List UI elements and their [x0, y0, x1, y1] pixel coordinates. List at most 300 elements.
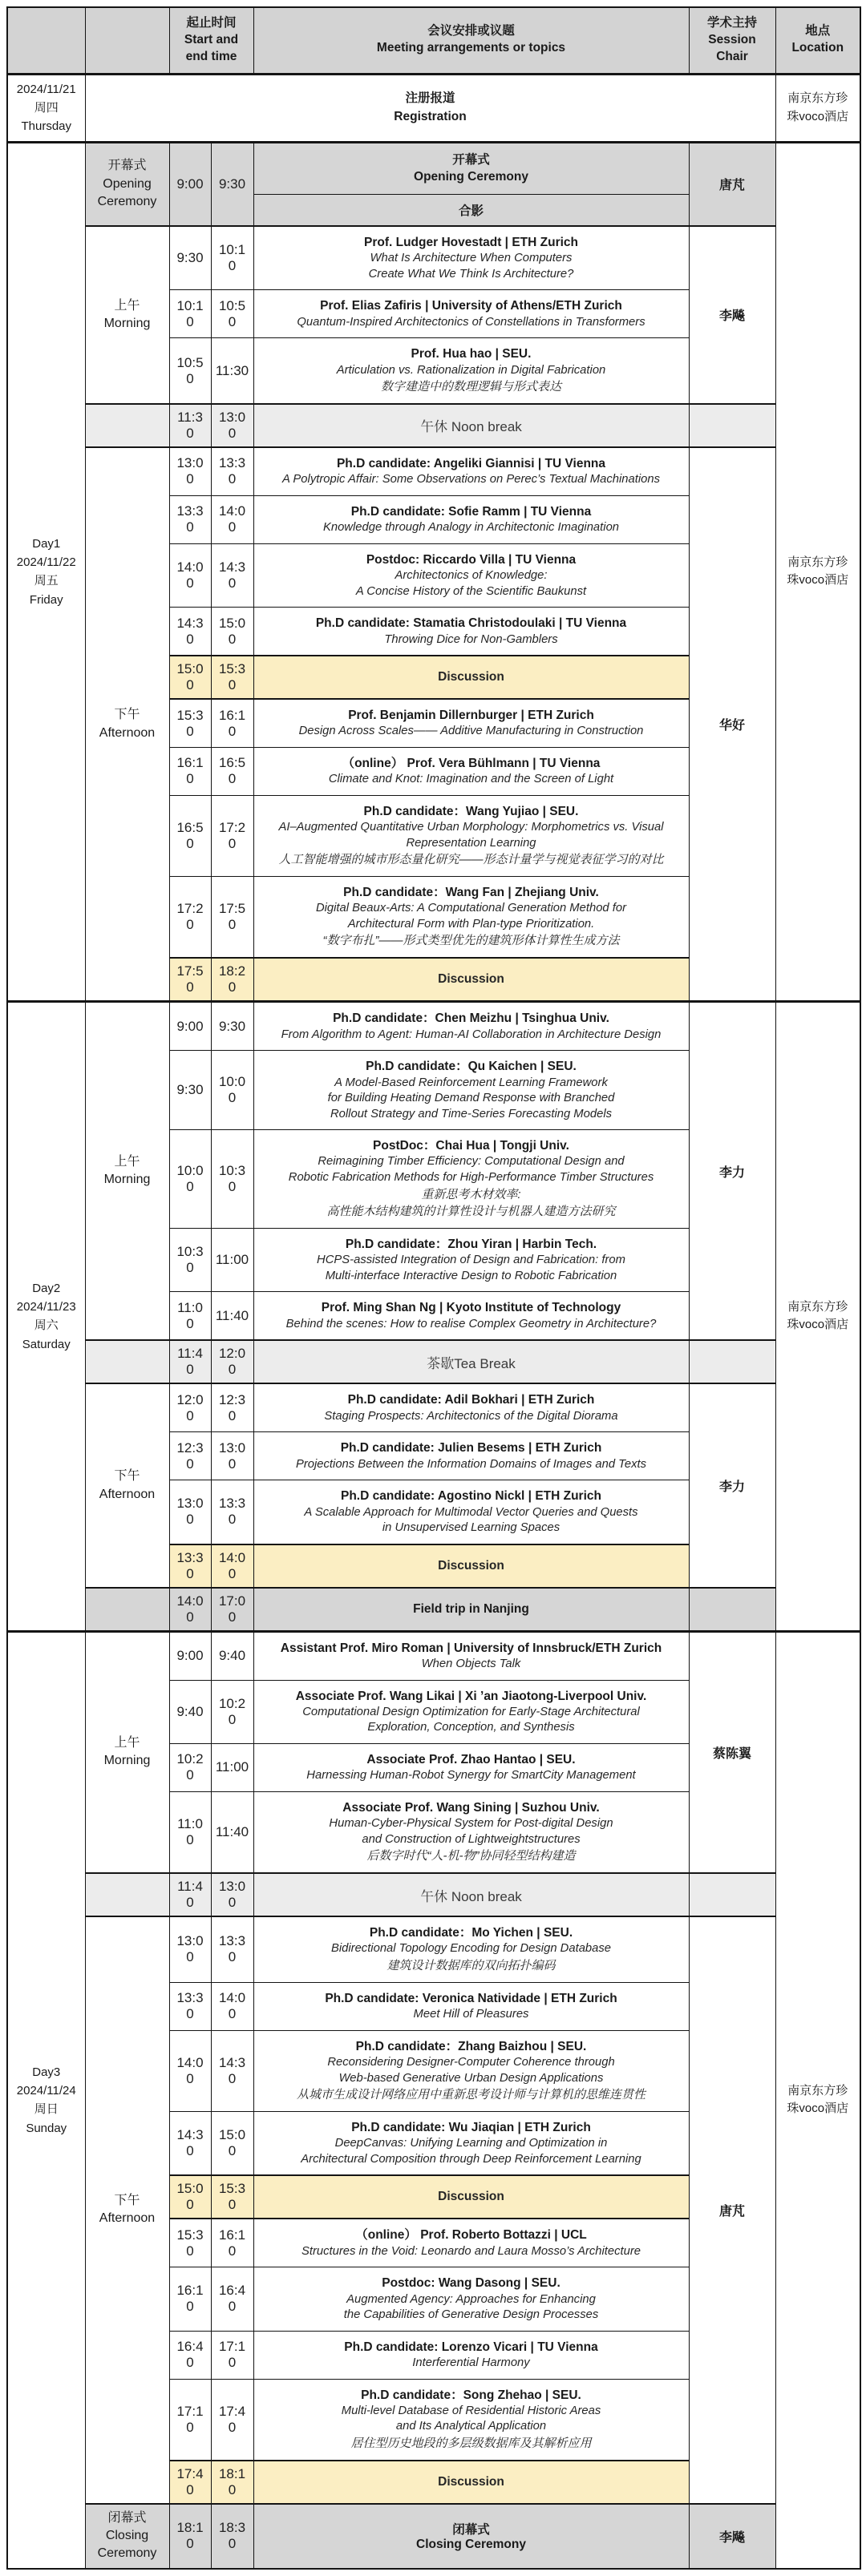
break-label: 茶歇Tea Break	[427, 1355, 516, 1371]
chair-cell: 李力	[689, 1383, 775, 1587]
talk-title-line: Rollout Strategy and Time-Series Forecasting Models	[330, 1107, 613, 1120]
talk-title-line: Reconsidering Designer-Computer Coherence through	[327, 2056, 615, 2069]
talk-cell	[253, 2267, 689, 2331]
session-cell	[85, 2504, 169, 2569]
start-time-cell: 17:20	[169, 877, 211, 959]
talk-cell	[253, 699, 689, 747]
talk-cell	[253, 1292, 689, 1340]
ceremony-title	[254, 143, 689, 195]
start-time-cell: 13:00	[169, 447, 211, 495]
session-label-line: Morning	[103, 1173, 151, 1187]
talk-speaker: Ph.D candidate：Mo Yichen | SEU.	[369, 1926, 573, 1940]
chair-cell: 李飚	[689, 226, 775, 404]
talk-cell	[253, 1051, 689, 1130]
talk-title-line: Climate and Knot: Imagination and the Screen of Light	[328, 773, 614, 786]
talk-cell	[253, 2030, 689, 2111]
talk-speaker: Associate Prof. Wang Likai | Xi ’an Jiaotong-Liverpool Univ.	[295, 1689, 647, 1703]
start-time-cell: 14:00	[169, 2030, 211, 2111]
chair-cell: 李力	[689, 1002, 775, 1341]
group-photo-line: 合影	[458, 204, 484, 218]
talk-speaker: Ph.D candidate: Agostino Nickl | ETH Zurich	[341, 1489, 601, 1504]
day-label-line: Day1	[32, 536, 61, 551]
end-time-cell: 12:00	[211, 1340, 253, 1383]
end-time-cell: 16:10	[211, 699, 253, 747]
talk-speaker: Associate Prof. Wang Sining | Suzhou Univ.	[342, 1800, 600, 1815]
location-line: 南京东方珍	[787, 91, 848, 106]
talk-speaker: Prof. Hua hao | SEU.	[411, 347, 532, 361]
group-photo-label	[254, 195, 689, 225]
table-row	[7, 447, 860, 495]
table-row	[7, 1340, 860, 1383]
ceremony-cell	[253, 142, 689, 226]
start-time-cell: 17:50	[169, 958, 211, 1002]
talk-title-line: Design Across Scales—— Additive Manufacturing in Construction	[298, 725, 644, 738]
end-time-cell: 14:00	[211, 1544, 253, 1588]
day-cell	[7, 74, 85, 142]
end-time-cell: 10:50	[211, 290, 253, 338]
talk-title-line: Multi-level Database of Residential Historic Areas	[341, 2404, 601, 2417]
talk-title-cn: 高性能木结构建筑的计算性设计与机器人建造方法研究	[326, 1205, 616, 1219]
start-time-cell: 13:30	[169, 495, 211, 543]
talk-speaker: Postdoc: Wang Dasong | SEU.	[382, 2276, 560, 2291]
talk-title-cn: 人工智能增强的城市形态量化研究——形态计量学与视觉表征学习的对比	[278, 853, 664, 867]
start-time-cell: 16:50	[169, 795, 211, 876]
break-cell	[253, 404, 689, 447]
header-chair	[689, 7, 775, 74]
talk-title-line: and Its Analytical Application	[395, 2420, 547, 2433]
header-label-line: Location	[791, 41, 844, 55]
talk-title-line: Digital Beaux-Arts: A Computational Generation Method for	[315, 902, 627, 915]
session-cell	[85, 1631, 169, 1873]
ceremony-title-line: 闭幕式	[452, 2523, 490, 2538]
talk-title-line: From Algorithm to Agent: Human-AI Collaboration in Architecture Design	[281, 1028, 662, 1041]
break-cell	[253, 1873, 689, 1916]
talk-speaker: Ph.D candidate: Wu Jiaqian | ETH Zurich	[351, 2120, 591, 2134]
talk-title-line: A Model-Based Reinforcement Learning Framework	[334, 1076, 608, 1089]
table-row	[7, 1002, 860, 1051]
talk-title-line: Web-based Generative Urban Design Applications	[338, 2071, 604, 2085]
start-time-cell: 11:00	[169, 1292, 211, 1340]
start-time-cell: 14:30	[169, 608, 211, 656]
end-time-cell: 15:30	[211, 656, 253, 699]
talk-speaker: Prof. Benjamin Dillernburger | ETH Zurich	[348, 709, 594, 723]
session-label-line: 上午	[114, 298, 140, 313]
talk-title-cn: “数字布扎”——形式类型优先的建筑形体计算性生成方法	[322, 934, 620, 948]
chair-cell	[689, 1340, 775, 1383]
end-time-cell: 14:00	[211, 495, 253, 543]
ceremony-title	[254, 2513, 689, 2558]
talk-title-line: Bidirectional Topology Encoding for Design Database	[330, 1942, 612, 1956]
start-time-cell: 11:40	[169, 1873, 211, 1916]
day-label-line: 周日	[34, 2102, 59, 2117]
talk-title-line: Human-Cyber-Physical System for Post-digital Design	[329, 1817, 613, 1831]
talk-title-line: Throwing Dice for Non-Gamblers	[384, 632, 558, 646]
end-time-cell: 14:30	[211, 2030, 253, 2111]
day-cell	[7, 1631, 85, 2569]
end-time-cell: 17:10	[211, 2331, 253, 2379]
day-label-line: 2024/11/23	[16, 1300, 76, 1314]
talk-title-line: Multi-interface Interactive Design to Robotic Fabrication	[325, 1269, 617, 1282]
start-time-cell: 13:00	[169, 1480, 211, 1544]
day-label-line: Friday	[29, 592, 63, 607]
talk-title-line: Structures in the Void: Leonardo and Laura Mosso’s Architecture	[301, 2244, 641, 2258]
header-label-line: 起止时间	[186, 16, 237, 30]
talk-cell	[253, 1383, 689, 1431]
session-cell	[85, 447, 169, 1002]
talk-speaker: Ph.D candidate：Wang Fan | Zhejiang Univ.	[343, 886, 599, 900]
talk-cell	[253, 290, 689, 338]
talk-cell	[253, 1432, 689, 1480]
session-label-line: Opening	[103, 176, 152, 191]
start-time-cell: 9:30	[169, 226, 211, 290]
talk-title-line: Knowledge through Analogy in Architectonic Imagination	[322, 521, 620, 535]
talk-title-line: Reimagining Timber Efficiency: Computational Design and	[318, 1155, 625, 1169]
talk-cell	[253, 1982, 689, 2030]
session-cell	[85, 1383, 169, 1587]
talk-title-cn: 重新思考木材效率:	[421, 1187, 521, 1201]
talk-speaker: Ph.D candidate: Stamatia Christodoulaki | TU Vienna	[315, 616, 627, 631]
talk-speaker: （online） Prof. Vera Bühlmann | TU Vienna	[342, 756, 601, 770]
location-cell	[775, 142, 860, 1002]
talk-cell	[253, 1791, 689, 1873]
talk-speaker: PostDoc：Chai Hua | Tongji Univ.	[373, 1139, 569, 1153]
break-label: 午休 Noon break	[420, 1888, 522, 1904]
end-time-cell: 9:30	[211, 142, 253, 226]
talk-cell	[253, 1743, 689, 1791]
discussion-label: Discussion	[438, 1558, 504, 1573]
day-cell	[7, 1002, 85, 1631]
session-label-line: Afternoon	[99, 2211, 156, 2226]
day-label-line: 周六	[34, 1318, 59, 1333]
end-time-cell: 11:00	[211, 1229, 253, 1292]
talk-speaker: Ph.D candidate：Song Zhehao | SEU.	[361, 2388, 581, 2402]
session-label-line: 下午	[114, 1469, 140, 1484]
day-label-line: 周五	[34, 574, 59, 588]
session-cell	[85, 1340, 169, 1383]
talk-title-line: HCPS-assisted Integration of Design and Fabrication: from	[317, 1254, 625, 1267]
ceremony-title-line: Closing Ceremony	[416, 2538, 526, 2552]
session-label-line: Afternoon	[99, 725, 156, 740]
start-time-cell: 10:20	[169, 1743, 211, 1791]
talk-title-line: Computational Design Optimization for Early-Stage Architectural	[302, 1705, 640, 1718]
talk-cell	[253, 608, 689, 656]
start-time-cell: 17:40	[169, 2461, 211, 2504]
talk-cell	[253, 338, 689, 404]
talk-cell	[253, 1680, 689, 1743]
break-label: 午休 Noon break	[420, 419, 522, 435]
header-label-line: 会议安排或议题	[427, 24, 515, 38]
header-label-line: 学术主持	[706, 16, 757, 30]
day-label-line: Day3	[32, 2065, 61, 2079]
talk-speaker: Ph.D candidate: Lorenzo Vicari | TU Vienna	[344, 2340, 598, 2354]
start-time-cell: 14:00	[169, 543, 211, 607]
schedule-header	[7, 7, 860, 74]
session-cell	[85, 1002, 169, 1341]
talk-speaker: Ph.D candidate：Wang Yujiao | SEU.	[363, 804, 579, 818]
ceremony-cell	[253, 2504, 689, 2569]
start-time-cell: 11:30	[169, 404, 211, 447]
talk-cell	[253, 2111, 689, 2175]
talk-speaker: Ph.D candidate: Veronica Natividade | ETH Zurich	[325, 1991, 617, 2005]
start-time-cell: 16:40	[169, 2331, 211, 2379]
day-label-line: 2024/11/22	[16, 555, 76, 570]
talk-title-line: Interferential Harmony	[412, 2356, 530, 2369]
talk-cell	[253, 2219, 689, 2267]
talk-speaker: （online） Prof. Roberto Bottazzi | UCL	[355, 2228, 587, 2243]
talk-cell	[253, 495, 689, 543]
talk-title-line: Meet Hill of Pleasures	[413, 2008, 529, 2021]
talk-cell	[253, 795, 689, 876]
end-time-cell: 17:20	[211, 795, 253, 876]
session-label-line: 下午	[114, 708, 140, 722]
ceremony-title-line: Opening Ceremony	[414, 170, 528, 184]
end-time-cell: 11:30	[211, 338, 253, 404]
discussion-label: Discussion	[438, 2474, 504, 2489]
table-row	[7, 1916, 860, 1982]
session-cell	[85, 142, 169, 226]
chair-cell	[689, 404, 775, 447]
start-time-cell: 13:00	[169, 1916, 211, 1982]
day-label-line: 周四	[34, 101, 59, 115]
location-cell	[775, 74, 860, 142]
end-time-cell: 16:50	[211, 747, 253, 795]
table-row	[7, 74, 860, 142]
session-label-line: 上午	[114, 1735, 140, 1750]
talk-title-line: What Is Architecture When Computers	[370, 252, 573, 265]
discussion-label: Discussion	[438, 2190, 504, 2204]
discussion-cell	[253, 1544, 689, 1588]
session-label-line: 下午	[114, 2194, 140, 2207]
start-time-cell: 10:30	[169, 1229, 211, 1292]
location-line: 珠voco酒店	[787, 2102, 849, 2116]
location-line: 珠voco酒店	[787, 1318, 849, 1332]
start-time-cell: 9:00	[169, 1002, 211, 1051]
session-label-line: Ceremony	[97, 2546, 157, 2561]
start-time-cell: 16:10	[169, 747, 211, 795]
table-row	[7, 1873, 860, 1916]
talk-title-line: Augmented Agency: Approaches for Enhancing	[346, 2292, 596, 2306]
session-label-line: Afternoon	[99, 1487, 156, 1501]
start-time-cell: 15:00	[169, 656, 211, 699]
talk-title-line: Quantum-Inspired Architectonics of Constellations in Transformers	[297, 315, 645, 329]
talk-title-cn: 从城市生成设计网络应用中重新思考设计师与计算机的思维连贯性	[296, 2088, 645, 2102]
start-time-cell: 16:10	[169, 2267, 211, 2331]
talk-title-line: AI–Augmented Quantitative Urban Morphology: Morphometrics vs. Visual	[278, 821, 664, 834]
talk-speaker: Ph.D candidate: Julien Besems | ETH Zurich	[340, 1441, 602, 1456]
end-time-cell: 16:40	[211, 2267, 253, 2331]
start-time-cell: 9:30	[169, 1051, 211, 1130]
chair-cell	[689, 1873, 775, 1916]
chair-cell	[689, 1588, 775, 1632]
header-label-line: Meeting arrangements or topics	[376, 41, 566, 55]
chair-cell: 蔡陈翼	[689, 1631, 775, 1873]
location-line: 南京东方珍	[787, 555, 848, 569]
discussion-cell	[253, 656, 689, 699]
talk-title-line: A Polytropic Affair: Some Observations on Perec’s Textual Machinations	[282, 473, 660, 487]
session-label-line: Ceremony	[97, 194, 157, 208]
start-time-cell: 14:30	[169, 2111, 211, 2175]
start-time-cell: 10:50	[169, 338, 211, 404]
discussion-cell	[253, 2175, 689, 2219]
end-time-cell: 13:00	[211, 1873, 253, 1916]
chair-cell: 唐芃	[689, 1916, 775, 2504]
header-row	[7, 7, 860, 74]
session-label-line: Morning	[103, 316, 151, 330]
header-label-line: 地点	[805, 24, 831, 38]
end-time-cell: 16:10	[211, 2219, 253, 2267]
start-time-cell: 11:40	[169, 1340, 211, 1383]
end-time-cell: 15:00	[211, 608, 253, 656]
fieldtrip-cell	[253, 1588, 689, 1632]
table-row	[7, 1631, 860, 1680]
end-time-cell: 18:20	[211, 958, 253, 1002]
talk-speaker: Prof. Ming Shan Ng | Kyoto Institute of Technology	[321, 1301, 621, 1315]
end-time-cell: 13:00	[211, 404, 253, 447]
header-label-line: end time	[185, 49, 237, 63]
schedule-table	[6, 6, 861, 2570]
start-time-cell: 9:00	[169, 1631, 211, 1680]
talk-title-line: A Concise History of the Scientific Baukunst	[355, 584, 587, 598]
talk-title-cn: 建筑设计数据库的双向拓扑编码	[386, 1958, 556, 1972]
talk-title-line: for Building Heating Demand Response with Branched	[327, 1092, 615, 1105]
talk-title-line: Articulation vs. Rationalization in Digital Fabrication	[336, 363, 606, 377]
session-cell	[85, 1588, 169, 1632]
discussion-label: Discussion	[438, 670, 504, 684]
talk-cell	[253, 1916, 689, 1982]
header-label-line: Session Chair	[708, 32, 756, 63]
end-time-cell: 17:50	[211, 877, 253, 959]
table-row	[7, 226, 860, 290]
header-session	[85, 7, 169, 74]
talk-title-line: A Scalable Approach for Multimodal Vector Queries and Quests	[304, 1505, 638, 1519]
day-label-line: Saturday	[22, 1337, 71, 1351]
talk-speaker: Ph.D candidate：Zhang Baizhou | SEU.	[355, 2039, 587, 2053]
day-label-line: Thursday	[21, 119, 72, 134]
end-time-cell: 11:40	[211, 1292, 253, 1340]
talk-title-cn: 后数字时代“人-机-物”协同轻型结构建造	[366, 1849, 576, 1863]
end-time-cell: 13:30	[211, 447, 253, 495]
talk-cell	[253, 747, 689, 795]
talk-cell	[253, 2331, 689, 2379]
registration-cell	[85, 74, 775, 142]
day-cell	[7, 142, 85, 1002]
start-time-cell: 12:00	[169, 1383, 211, 1431]
table-row	[7, 404, 860, 447]
end-time-cell: 13:30	[211, 1480, 253, 1544]
talk-speaker: Associate Prof. Zhao Hantao | SEU.	[366, 1752, 576, 1766]
talk-speaker: Assistant Prof. Miro Roman | University of Innsbruck/ETH Zurich	[280, 1641, 662, 1655]
discussion-label: Discussion	[438, 972, 504, 987]
talk-speaker: Ph.D candidate：Zhou Yiran | Harbin Tech.	[345, 1238, 597, 1252]
talk-cell	[253, 2379, 689, 2461]
talk-cell	[253, 1002, 689, 1051]
header-topics	[253, 7, 689, 74]
end-time-cell: 9:40	[211, 1631, 253, 1680]
end-time-cell: 10:10	[211, 226, 253, 290]
day-label-line: 2024/11/24	[16, 2084, 76, 2098]
end-time-cell: 13:00	[211, 1432, 253, 1480]
talk-title-cn: 居住型历史地段的多层级数据库及其解析应用	[350, 2436, 592, 2450]
talk-speaker: Ph.D candidate: Sofie Ramm | TU Vienna	[350, 504, 592, 519]
location-line: 南京东方珍	[787, 1299, 848, 1314]
end-time-cell: 11:00	[211, 1743, 253, 1791]
talk-cell	[253, 1130, 689, 1229]
start-time-cell: 18:10	[169, 2504, 211, 2569]
talk-cell	[253, 877, 689, 959]
session-cell	[85, 226, 169, 404]
location-cell	[775, 1002, 860, 1631]
registration-line: Registration	[394, 109, 467, 123]
session-label-line: 闭幕式	[107, 2510, 147, 2525]
talk-speaker: Prof. Ludger Hovestadt | ETH Zurich	[364, 235, 578, 249]
start-time-cell: 11:00	[169, 1791, 211, 1873]
start-time-cell: 10:10	[169, 290, 211, 338]
table-row	[7, 1383, 860, 1431]
registration-line: 注册报道	[405, 91, 455, 106]
location-line: 南京东方珍	[787, 2083, 848, 2098]
talk-title-line: Behind the scenes: How to realise Complex Geometry in Architecture?	[285, 1317, 657, 1330]
chair-cell: 李飚	[689, 2504, 775, 2569]
end-time-cell: 17:40	[211, 2379, 253, 2461]
ceremony-title-line: 开幕式	[452, 152, 490, 167]
session-label-line: Morning	[103, 1754, 151, 1768]
end-time-cell: 11:40	[211, 1791, 253, 1873]
end-time-cell: 14:30	[211, 543, 253, 607]
start-time-cell: 13:30	[169, 1544, 211, 1588]
day-label-line: Sunday	[26, 2121, 67, 2135]
end-time-cell: 15:00	[211, 2111, 253, 2175]
fieldtrip-label: Field trip in Nanjing	[413, 1601, 529, 1616]
talk-title-line: Robotic Fabrication Methods for High-Performance Timber Structures	[288, 1171, 654, 1185]
talk-speaker: Ph.D candidate：Chen Meizhu | Tsinghua Univ.	[333, 1011, 609, 1026]
session-cell	[85, 1916, 169, 2504]
end-time-cell: 10:30	[211, 1130, 253, 1229]
schedule-body	[7, 74, 860, 2569]
day-label-line: Day2	[32, 1281, 61, 1295]
session-label-line: 上午	[114, 1154, 140, 1169]
talk-cell	[253, 447, 689, 495]
start-time-cell: 12:30	[169, 1432, 211, 1480]
start-time-cell: 9:00	[169, 142, 211, 226]
talk-title-line: Representation Learning	[406, 836, 536, 850]
end-time-cell: 9:30	[211, 1002, 253, 1051]
location-cell	[775, 1631, 860, 2569]
talk-speaker: Ph.D candidate：Qu Kaichen | SEU.	[366, 1060, 577, 1074]
talk-speaker: Ph.D candidate: Angeliki Giannisi | TU Vienna	[336, 456, 606, 470]
chair-cell: 唐芃	[689, 142, 775, 226]
talk-title-line: DeepCanvas: Unifying Learning and Optimization in	[334, 2137, 608, 2150]
talk-cell	[253, 1631, 689, 1680]
location-line: 珠voco酒店	[787, 573, 849, 587]
talk-speaker: Postdoc: Riccardo Villa | TU Vienna	[366, 552, 577, 567]
table-row	[7, 1588, 860, 1632]
session-cell	[85, 404, 169, 447]
end-time-cell: 13:30	[211, 1916, 253, 1982]
talk-title-line: When Objects Talk	[421, 1657, 521, 1671]
talk-cell	[253, 1480, 689, 1544]
start-time-cell: 15:00	[169, 2175, 211, 2219]
header-location	[775, 7, 860, 74]
location-line: 珠voco酒店	[787, 109, 849, 123]
end-time-cell: 17:00	[211, 1588, 253, 1632]
end-time-cell: 15:30	[211, 2175, 253, 2219]
talk-title-line: Staging Prospects: Architectonics of the Digital Diorama	[324, 1409, 618, 1423]
talk-title-line: Projections Between the Information Domains of Images and Texts	[295, 1457, 646, 1471]
talk-title-line: Architectural Form with Plan-type Prioritization.	[347, 917, 595, 931]
start-time-cell: 10:00	[169, 1130, 211, 1229]
header-label-line: Start and	[184, 32, 239, 46]
start-time-cell: 9:40	[169, 1680, 211, 1743]
